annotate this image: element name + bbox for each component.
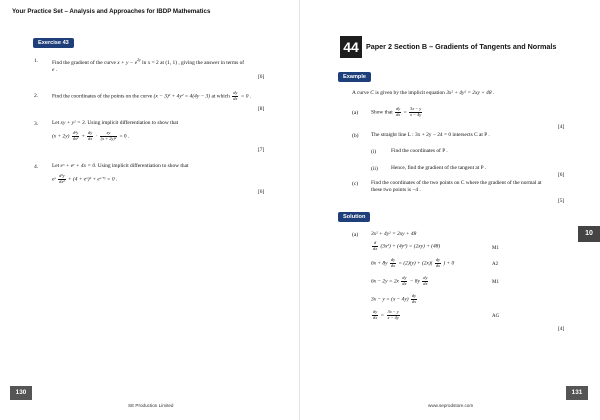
solution-line: $\frac{dy}{dx}$ = $\frac{3x - y}{x - 4y}$	[373, 309, 399, 320]
solution-line: $\frac{d}{dx}$ (3x²) + (4y²) = (2xy) + (48)	[373, 240, 441, 251]
example-label: Example	[338, 72, 371, 82]
mark: [8]	[258, 106, 265, 112]
question-equation: (x + 2y) $\frac{\text{d²y}}{\text{dx²}}$ + $\frac{dy}{dx}$ · $\frac{xy}{\text{(x + 2y)²}}$ = 0 .	[52, 130, 130, 141]
part-label: (b)	[352, 133, 359, 139]
solution-label: Solution	[338, 212, 370, 222]
mark-scheme: A2	[492, 262, 499, 267]
part-text: The straight line L : 3x + 2y − 24 = 0 intersects C at P .	[371, 132, 490, 138]
page-number: 130	[10, 386, 32, 400]
mark-scheme: M1	[492, 280, 499, 285]
question-number: 3.	[34, 121, 39, 127]
solution-line: 6x − 2y = 2x $\frac{dy}{dx}$ − 8y $\frac{dy}{dx}$	[371, 275, 428, 286]
chapter-number: 44	[340, 36, 362, 58]
subpart-text: Hence, find the gradient of the tangent at P .	[391, 165, 487, 171]
solution-line: 3x² + 4y² = 2xy + 48	[371, 231, 417, 237]
chapter-side-tab: 10	[578, 226, 600, 242]
question-number: 2.	[34, 93, 39, 99]
question-equation: eʸ $\frac{\text{d²y}}{\text{dx²}}$ + (4 + eˣ)² + eˣ⁺ʸ = 0 .	[52, 173, 118, 184]
part-label: (c)	[352, 181, 359, 187]
mark: [6]	[258, 74, 265, 80]
question-text: Let eˣ + eʸ + 4x = 0. Using implicit differentiation to show that	[52, 163, 189, 169]
solution-line: 6x + 8y $\frac{dy}{dx}$ = (2)(y) + (2x)( $\frac{dy}{dx}$ ) + 0	[371, 257, 455, 268]
footer-publisher: SE Production Limited	[128, 403, 174, 408]
chapter-title: Paper 2 Section B – Gradients of Tangents and Normals	[366, 42, 557, 51]
solution-line: 3x − y = (x − 4y) $\frac{dy}{dx}$	[371, 293, 417, 304]
mark-scheme: AG	[492, 314, 500, 319]
page-number: 131	[566, 386, 588, 400]
question-text: Let xy + y² = 3. Using implicit differentiation to show that	[52, 120, 179, 126]
example-intro: A curve C is given by the implicit equation 3x² + 4y² = 2xy + 48 .	[352, 90, 495, 96]
question-text: Find the coordinates of the points on the curve (x − 3)² + 4y² = 4(4y − 3) at which $\frac{dy}{dx}$ = 0 .	[52, 90, 252, 101]
subpart-label: (ii)	[371, 166, 378, 172]
mark: [6]	[558, 172, 565, 178]
mark: [4]	[558, 124, 565, 130]
part-label: (a)	[352, 110, 359, 116]
mark: [4]	[558, 326, 565, 332]
part-text: Show that $\frac{dy}{dx}$ = $\frac{3x - y}{x - 4y}$	[371, 106, 422, 117]
running-head: Your Practice Set – Analysis and Approaches for IBDP Mathematics	[12, 8, 211, 15]
question-number: 1.	[34, 58, 39, 64]
mark: [7]	[258, 147, 265, 153]
question-text: Find the gradient of the curve $x + y - e^{2y}$ ln x = 2 at (1, 1) , giving the answer in terms of e .	[52, 58, 245, 73]
solution-part-label: (a)	[352, 232, 359, 238]
part-text: Find the coordinates of the two points on C where the gradient of the normal at these two points is −4 .	[371, 180, 542, 193]
subpart-text: Find the coordinates of P .	[391, 148, 448, 154]
mark: [5]	[558, 198, 565, 204]
question-number: 4.	[34, 164, 39, 170]
exercise-label: Exercise 43	[33, 38, 74, 48]
mark: [6]	[258, 189, 265, 195]
footer-url: www.seprodstore.com	[428, 403, 474, 408]
right-page	[300, 0, 600, 420]
subpart-label: (i)	[371, 149, 377, 155]
mark-scheme: M1	[492, 246, 499, 251]
